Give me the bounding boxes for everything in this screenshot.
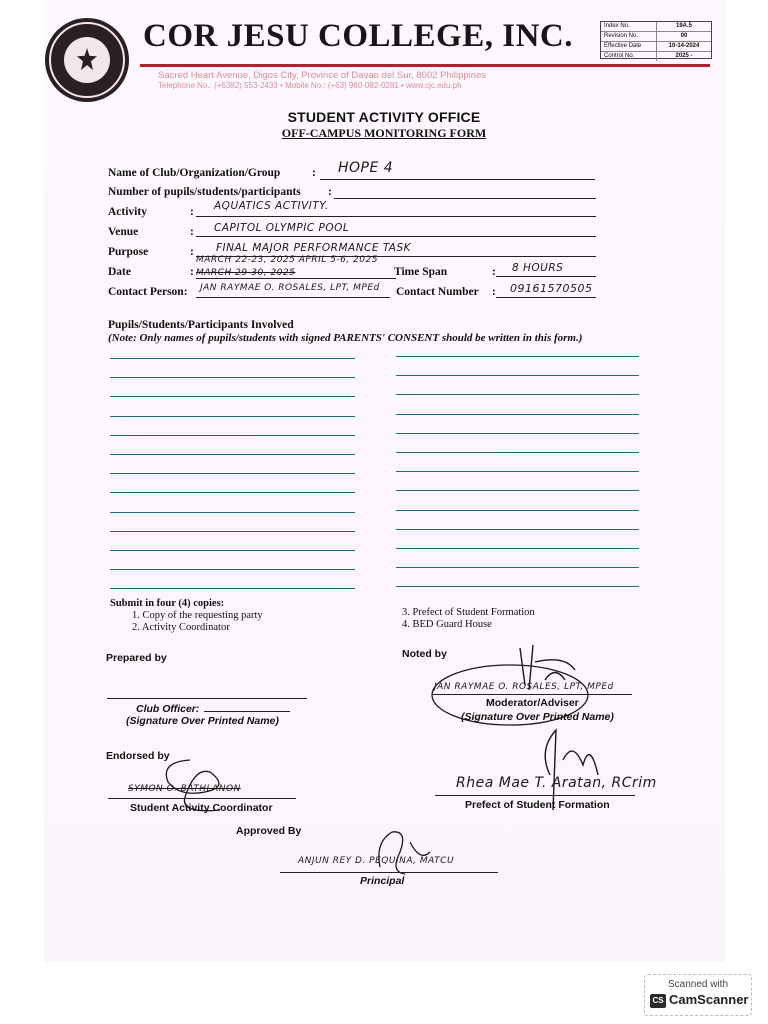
copy-item: 3. Prefect of Student Formation bbox=[402, 607, 535, 618]
venue-value: CAPITOL OLYMPIC POOL bbox=[214, 222, 350, 234]
activity-value: AQUATICS ACTIVITY. bbox=[214, 200, 329, 212]
office-title: STUDENT ACTIVITY OFFICE bbox=[287, 109, 481, 125]
principal-signature-icon bbox=[360, 822, 440, 882]
roster-line bbox=[396, 375, 639, 376]
contact-number-value: 09161570505 bbox=[510, 282, 593, 295]
roster-line bbox=[396, 529, 639, 530]
copies-heading: Submit in four (4) copies: bbox=[110, 598, 225, 609]
club-officer-label: Club Officer: bbox=[136, 703, 200, 715]
roster-line bbox=[110, 358, 355, 359]
camscanner-name: CamScanner bbox=[669, 992, 749, 1007]
roster-line bbox=[110, 569, 355, 570]
contact-person-underline bbox=[196, 297, 390, 298]
doc-row: Index No. 19A.5 bbox=[601, 22, 711, 32]
club-value: HOPE 4 bbox=[338, 160, 394, 176]
colon: : bbox=[190, 246, 194, 258]
activity-underline bbox=[196, 216, 596, 217]
roster-line bbox=[396, 471, 639, 472]
coordinator-title: Student Activity Coordinator bbox=[130, 802, 273, 814]
colon: : bbox=[492, 286, 496, 298]
roster-line bbox=[396, 490, 639, 491]
camscanner-logo-icon: CS bbox=[650, 994, 666, 1008]
timespan-value: 8 HOURS bbox=[512, 262, 564, 274]
roster-line bbox=[110, 473, 355, 474]
endorsed-by-label: Endorsed by bbox=[106, 750, 170, 762]
purpose-label: Purpose bbox=[108, 246, 149, 258]
prefect-signature-line bbox=[435, 795, 635, 796]
roster-line bbox=[396, 433, 639, 434]
club-officer-caption: (Signature Over Printed Name) bbox=[126, 715, 279, 727]
roster-line bbox=[110, 435, 355, 436]
doc-row: Revision No. 00 bbox=[601, 32, 711, 42]
contact-number-label: Contact Number bbox=[396, 286, 479, 298]
roster-line bbox=[110, 416, 355, 417]
college-address: Sacred Heart Avenue, Digos City, Province of Davao del Sur, 8002 Philippines bbox=[158, 70, 487, 81]
roster-line bbox=[396, 394, 639, 395]
roster-line bbox=[396, 510, 639, 511]
venue-underline bbox=[196, 236, 596, 237]
roster-line bbox=[396, 586, 639, 587]
club-label: Name of Club/Organization/Group bbox=[108, 167, 281, 179]
moderator-signature-line bbox=[432, 694, 632, 695]
coordinator-name: SYMON O. BATHLANON bbox=[128, 784, 241, 794]
header-rule bbox=[140, 64, 710, 67]
contact-number-underline bbox=[496, 297, 596, 298]
roster-line bbox=[110, 531, 355, 532]
roster-line bbox=[396, 452, 639, 453]
moderator-caption: (Signature Over Printed Name) bbox=[461, 711, 614, 723]
activity-label: Activity bbox=[108, 206, 147, 218]
approved-by-label: Approved By bbox=[236, 825, 302, 837]
timespan-underline bbox=[496, 276, 596, 277]
colon: : bbox=[328, 186, 332, 198]
timespan-label: Time Span bbox=[394, 266, 448, 278]
participants-label: Number of pupils/students/participants bbox=[108, 186, 301, 198]
roster-line bbox=[110, 588, 355, 589]
copy-item: 4. BED Guard House bbox=[402, 619, 492, 630]
club-officer-name-line bbox=[204, 711, 290, 712]
roster-line bbox=[396, 414, 639, 415]
colon: : bbox=[312, 167, 316, 179]
college-seal-icon bbox=[45, 18, 129, 102]
principal-title: Principal bbox=[360, 875, 405, 887]
principal-signature-line bbox=[280, 872, 498, 873]
noted-by-label: Noted by bbox=[402, 648, 447, 660]
prefect-title: Prefect of Student Formation bbox=[465, 799, 610, 811]
purpose-value: FINAL MAJOR PERFORMANCE TASK bbox=[216, 242, 412, 254]
document-control-box bbox=[600, 21, 712, 59]
date-value-1: MARCH 22-23, 2025 APRIL 5-6, 2025 bbox=[196, 255, 378, 265]
club-underline bbox=[320, 179, 595, 180]
coordinator-signature-line bbox=[108, 798, 296, 799]
date-underline bbox=[196, 278, 396, 279]
college-telephone: Telephone No.: (+6382) 553-2433 • Mobile No.: (+63) 960-082-0281 • www.cjc.edu.ph bbox=[158, 81, 462, 90]
roster-line bbox=[110, 396, 355, 397]
colon: : bbox=[492, 266, 496, 278]
roster-line bbox=[396, 356, 639, 357]
form-paper bbox=[44, 0, 725, 962]
colon: : bbox=[190, 226, 194, 238]
roster-line bbox=[396, 548, 639, 549]
moderator-name: JAN RAYMAE O. ROSALES, LPT, MPEd bbox=[434, 682, 614, 692]
venue-label: Venue bbox=[108, 226, 139, 238]
scanned-with-text: Scanned with bbox=[667, 979, 729, 990]
college-name: COR JESU COLLEGE, INC. bbox=[143, 18, 573, 54]
contact-person-value: JAN RAYMAE O. ROSALES, LPT, MPEd bbox=[200, 283, 380, 293]
participants-underline bbox=[334, 198, 596, 199]
participants-heading: Pupils/Students/Participants Involved bbox=[108, 319, 294, 331]
copy-item: 2. Activity Coordinator bbox=[132, 622, 230, 633]
roster-line bbox=[110, 454, 355, 455]
principal-name: ANJUN REY D. PEQUINA, MATCU bbox=[298, 856, 455, 866]
roster-line bbox=[110, 492, 355, 493]
colon: : bbox=[190, 206, 194, 218]
doc-row: Effective Date 10-14-2024 bbox=[601, 42, 711, 52]
prepared-by-label: Prepared by bbox=[106, 652, 167, 664]
roster-line bbox=[110, 512, 355, 513]
prefect-name: Rhea Mae T. Aratan, RCrim bbox=[456, 775, 657, 791]
club-officer-signature-line bbox=[107, 698, 307, 699]
roster-line bbox=[110, 377, 355, 378]
roster-line bbox=[396, 567, 639, 568]
colon: : bbox=[190, 266, 194, 278]
contact-person-label: Contact Person: bbox=[108, 286, 188, 298]
camscanner-watermark bbox=[644, 974, 752, 1016]
moderator-title: Moderator/Adviser bbox=[486, 697, 579, 709]
date-value-2: MARCH 29-30, 2025 bbox=[196, 268, 296, 278]
consent-note: (Note: Only names of pupils/students with signed PARENTS' CONSENT should be written in this form.) bbox=[108, 332, 583, 344]
roster-line bbox=[110, 550, 355, 551]
date-label: Date bbox=[108, 266, 131, 278]
doc-row: Control No. 2025 - bbox=[601, 52, 711, 61]
form-title: OFF-CAMPUS MONITORING FORM bbox=[281, 126, 487, 140]
copy-item: 1. Copy of the requesting party bbox=[132, 610, 263, 621]
